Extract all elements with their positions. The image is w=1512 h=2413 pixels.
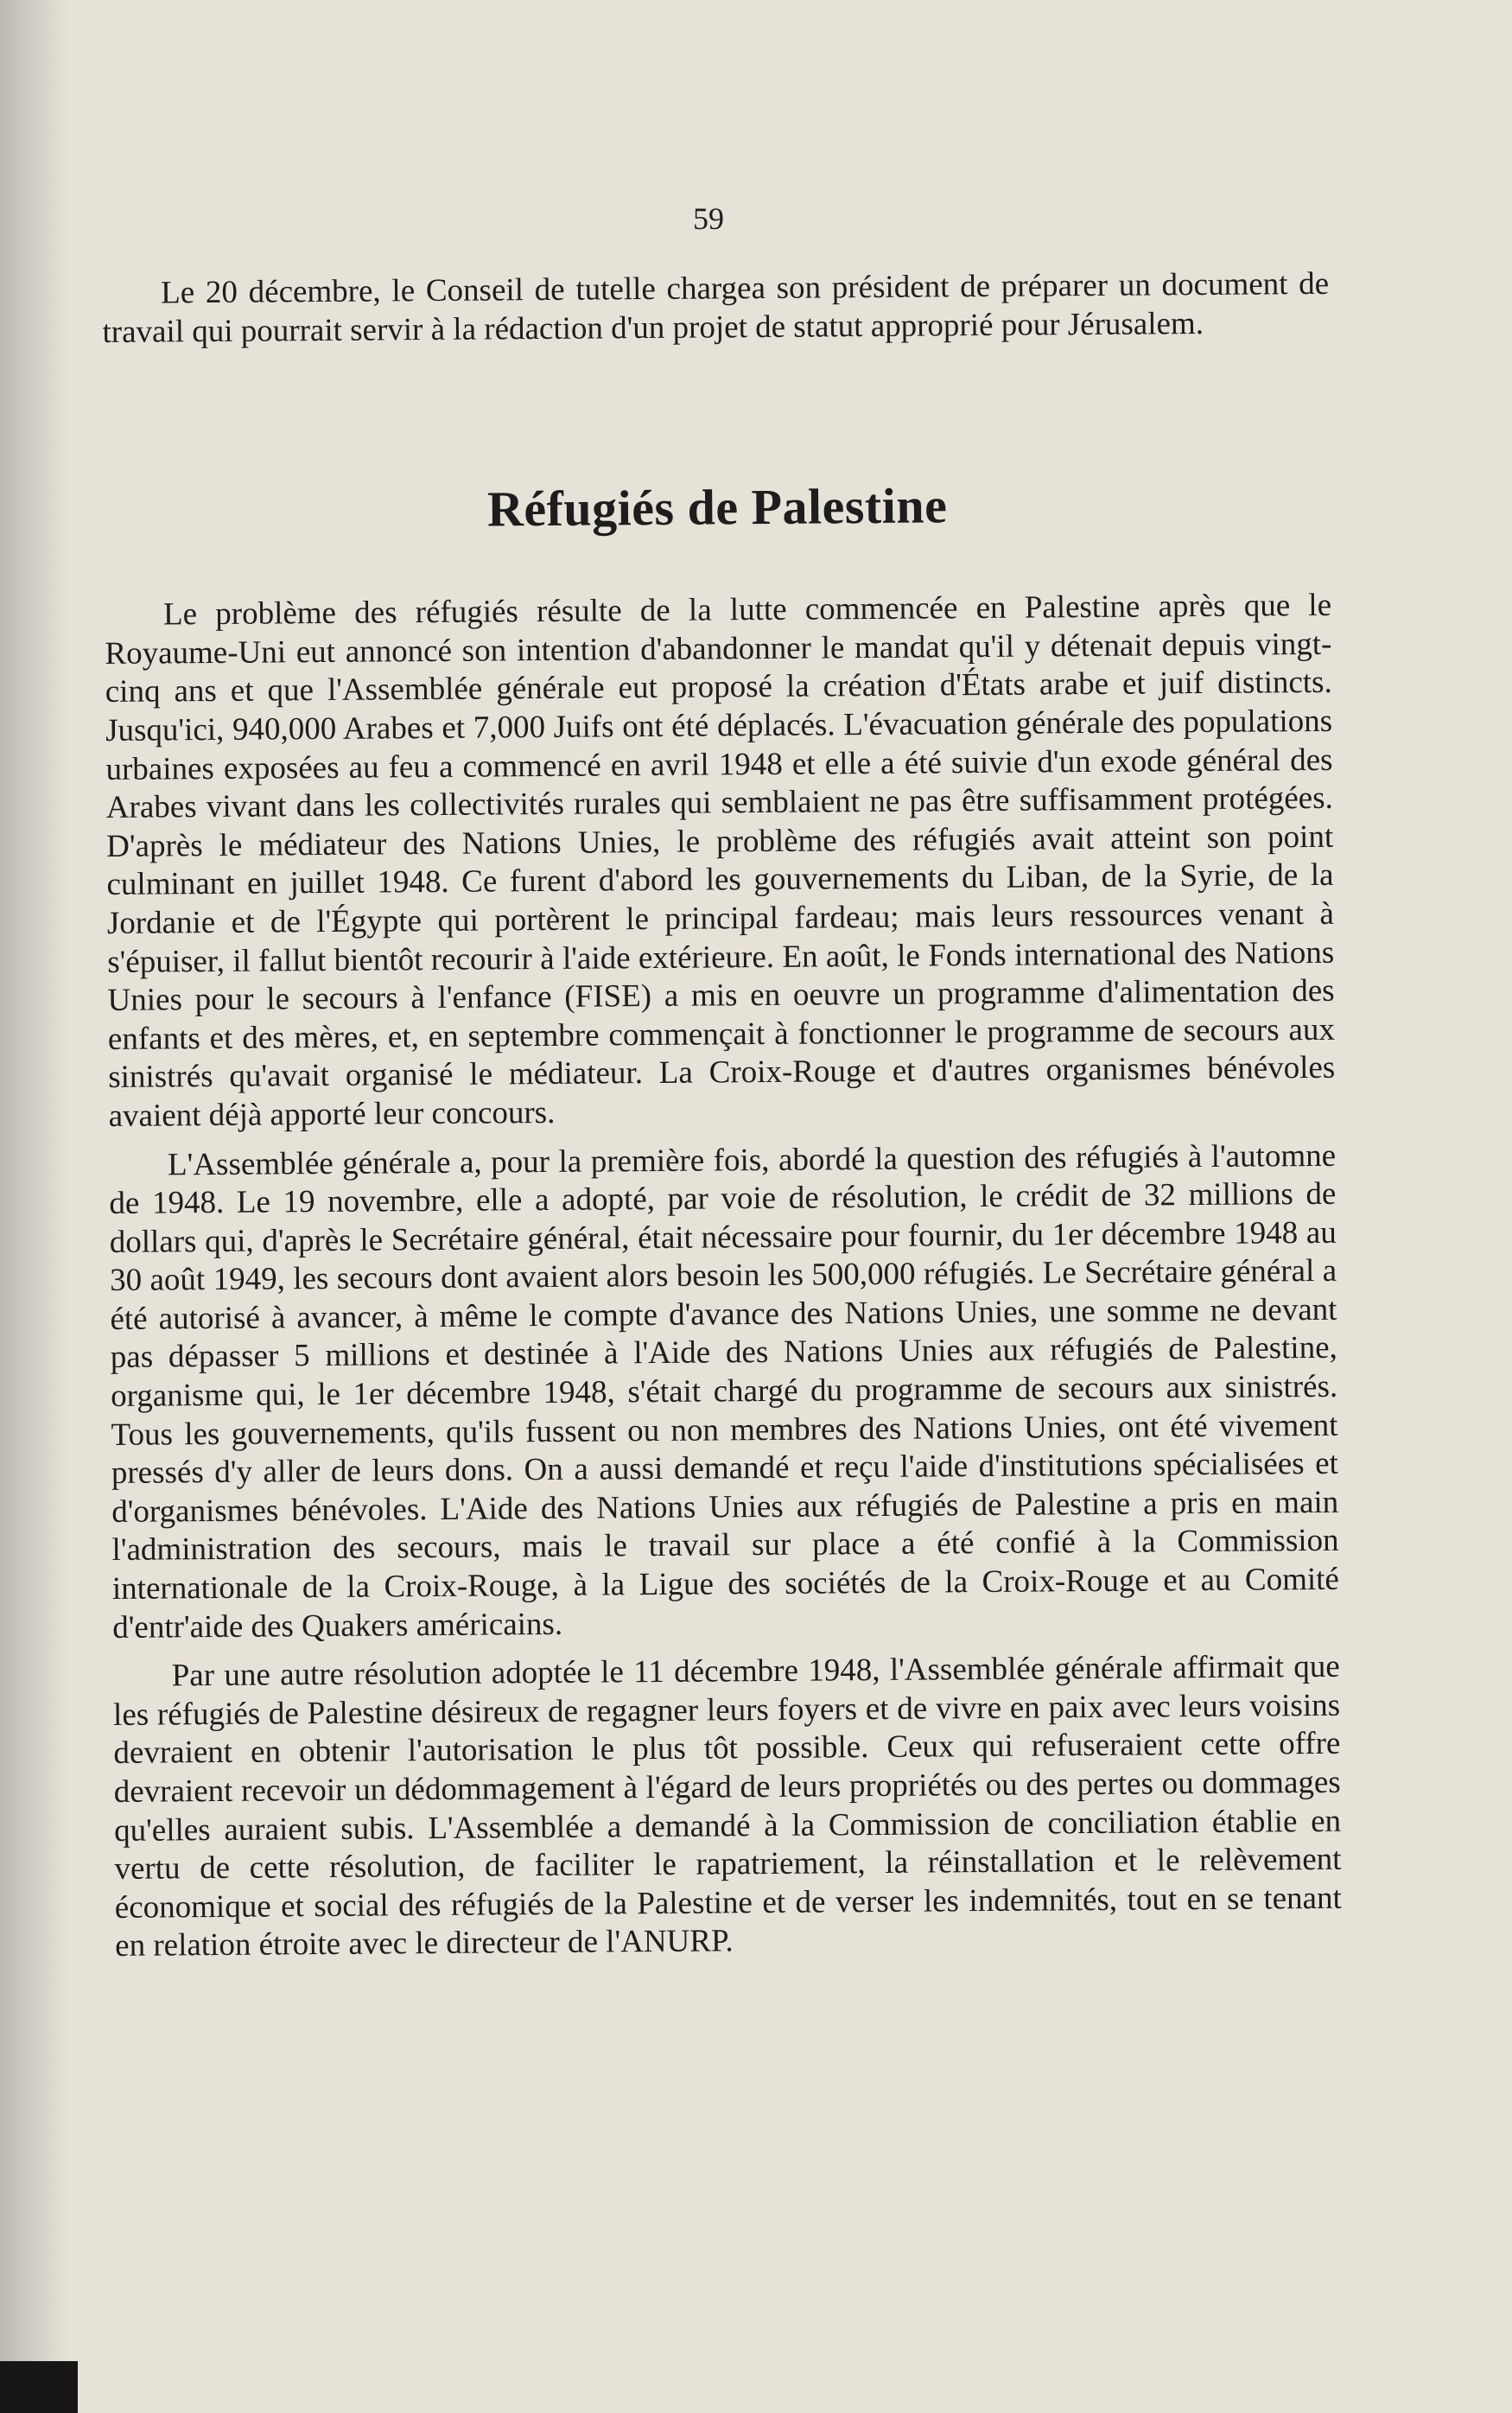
body-paragraph: Par une autre résolution adoptée le 11 décembre 1948, l'Assemblée générale affirmait que les réfugiés de Palestine désireux de regagner leurs foyers et de vivre en paix avec leurs voisins devraient en obtenir l'autorisation le plus tôt possible. Ceux qui refuseraient cette offre devraient recevoir un dédommagement à l'égard de leurs propriétés ou des pertes ou dommages qu'elles auraient subis. L'Assemblée a demandé à la Commission de conciliation établie en vertu de cette résolution, de faciliter le rapatriement, la réinstallation et le relèvement économique et social des réfugiés de la Palestine et de verser les indemnités, tout en se tenant en relation étroite avec le directeur de l'ANURP. (112, 1649, 1342, 1964)
scan-corner (0, 2361, 78, 2413)
section-title: Réfugiés de Palestine (486, 477, 948, 538)
page-number: 59 (693, 201, 724, 236)
body-paragraph: Le problème des réfugiés résulte de la lutte commencée en Palestine après que le Royaume-Uni eut annoncé son intention d'abandonner le mandat qu'il y détenait depuis vingt-cinq ans et que l'Assemblée générale eut proposé la création d'États arabe et juif distincts. Jusqu'ici, 940,000 Arabes et 7,000 Juifs ont été déplacés. L'évacuation générale des populations urbaines exposées au feu a commencé en avril 1948 et elle a été suivie d'un exode général des Arabes vivant dans les collectivités rurales qui semblaient ne pas être suffisamment protégées. D'après le médiateur des Nations Unies, le problème des réfugiés avait atteint son point culminant en juillet 1948. Ce furent d'abord les gouvernements du Liban, de la Syrie, de la Jordanie et de l'Égypte qui portèrent le principal fardeau; mais leurs ressources venant à s'épuiser, il fallut bientôt recourir à l'aide extérieure. En août, le Fonds international des Nations Unies pour le secours à l'enfance (FISE) a mis en oeuvre un programme d'alimentation des enfants et des mères, et, en septembre commençait à fonctionner le programme de secours aux sinistrés qu'avait organisé le médiateur. La Croix-Rouge et d'autres organismes bénévoles avaient déjà apporté leur concours. (105, 588, 1336, 1134)
binding-shadow (0, 0, 69, 2413)
page-content (102, 265, 1342, 1966)
body-paragraph: L'Assemblée générale a, pour la première fois, abordé la question des réfugiés à l'automne de 1948. Le 19 novembre, elle a adopté, par voie de résolution, le crédit de 32 millions de dollars qui, d'après le Secrétaire général, était nécessaire pour fournir, du 1er décembre 1948 au 30 août 1949, les secours dont avaient alors besoin les 500,000 réfugiés. Le Secrétaire général a été autorisé à avancer, à même le compte d'avance des Nations Unies, une somme ne devant pas dépasser 5 millions et destinée à l'Aide des Nations Unies aux réfugiés de Palestine, organisme qui, le 1er décembre 1948, s'était chargé du programme de secours aux sinistrés. Tous les gouvernements, qu'ils fussent ou non membres des Nations Unies, ont été vivement pressés d'y aller de leurs dons. On a aussi demandé et reçu l'aide d'institutions spécialisées et d'organismes bénévoles. L'Aide des Nations Unies aux réfugiés de Palestine a pris en main l'administration des secours, mais le travail sur place a été confié à la Commission internationale de la Croix-Rouge, à la Ligue des sociétés de la Croix-Rouge et au Comité d'entr'aide des Quakers américains. (109, 1137, 1340, 1646)
intro-paragraph: Le 20 décembre, le Conseil de tutelle chargea son président de préparer un document de travail qui pourrait servir à la rédaction d'un projet de statut approprié pour Jérusalem. (102, 265, 1330, 350)
